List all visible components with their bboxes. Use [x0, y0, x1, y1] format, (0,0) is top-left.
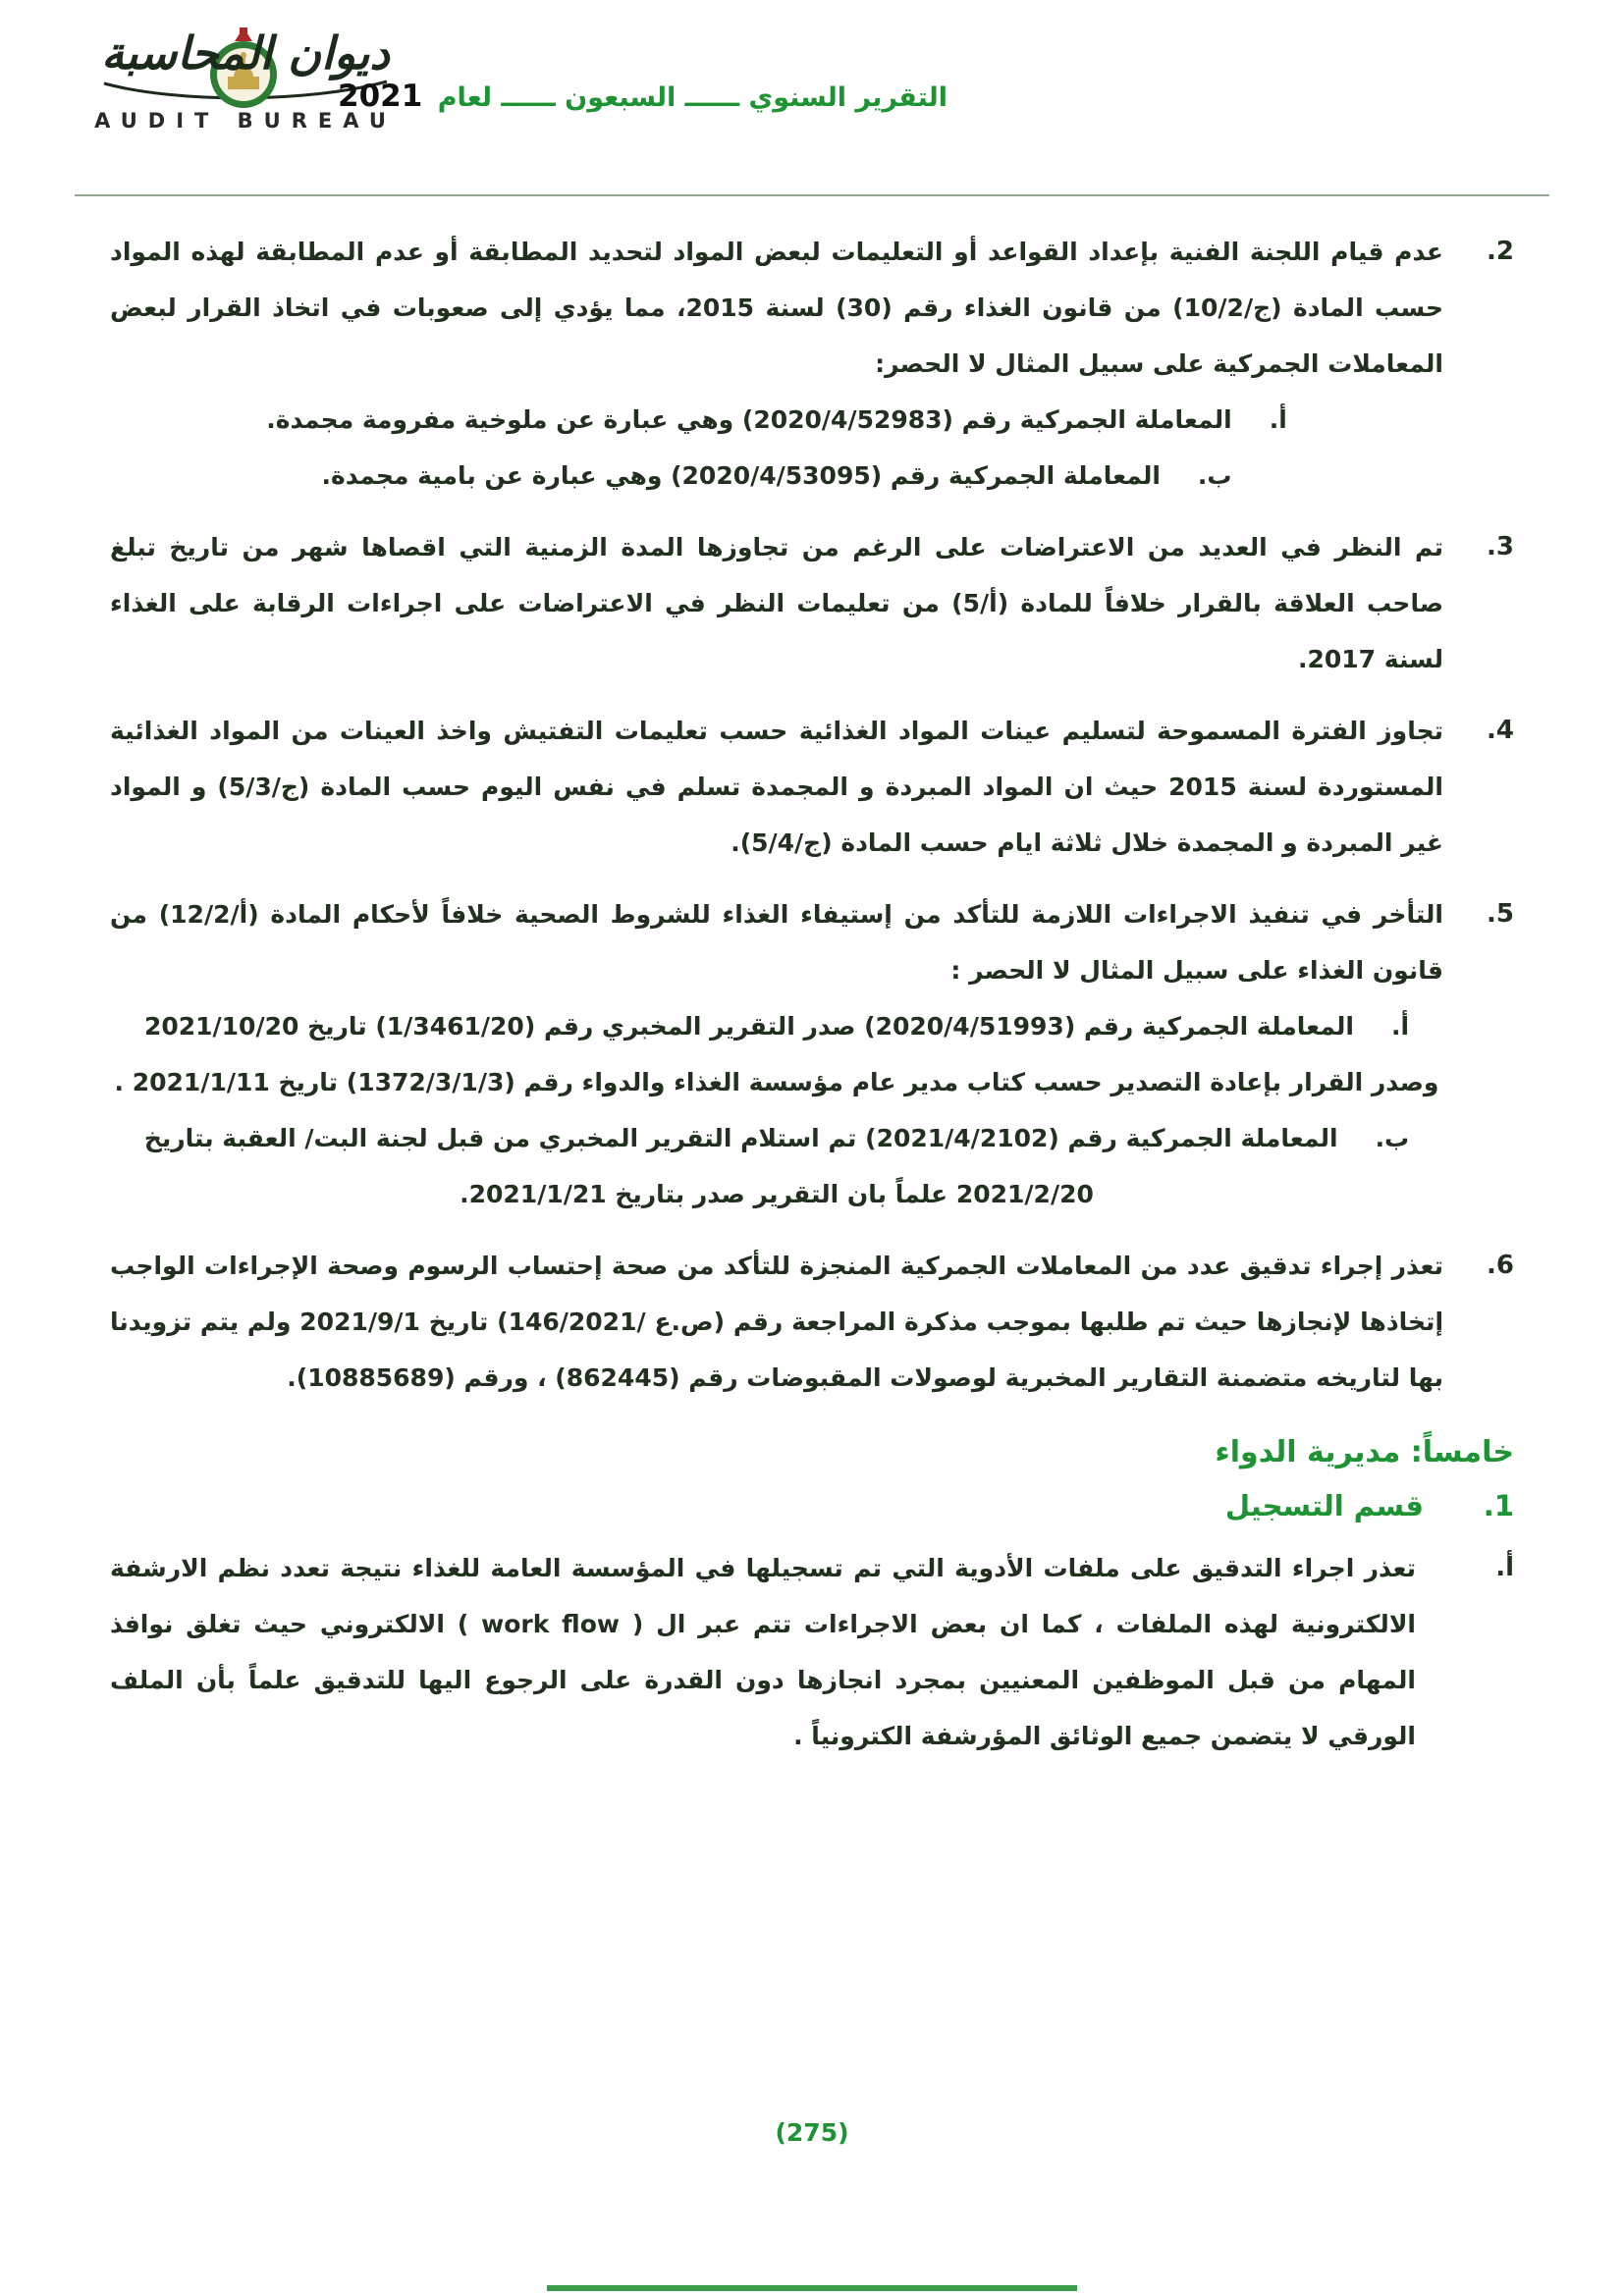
page-footer: [0, 2118, 1624, 2147]
logo-arabic-name: ديوان المحاسبة: [101, 27, 390, 80]
item-text: التأخر في تنفيذ الاجراءات اللازمة للتأكد من إستيفاء الغذاء للشروط الصحية خلافاً لأحكام المادة ⁦(12/أ/2)⁩ من قانون الغذاء على سبيل المثال لا الحصر :: [110, 900, 1443, 985]
numbered-item: [110, 224, 1514, 504]
report-title-text: التقرير السنوي ــــــ السبعون ــــــ لعام: [437, 82, 947, 113]
sub-item: [110, 998, 1443, 1110]
report-year: 2021: [338, 79, 423, 114]
sub-item-letter: أ.: [1269, 405, 1287, 434]
item-number: 4.: [1487, 716, 1514, 745]
item-body: [110, 703, 1443, 871]
item-body: [110, 886, 1443, 1222]
sub-item-letter: ب.: [1375, 1124, 1410, 1152]
logo-latin-name: AUDIT BUREAU: [94, 109, 397, 133]
item-text: عدم قيام اللجنة الفنية بإعداد القواعد أو التعليمات لبعض المواد لتحديد المطابقة أو عدم المطابقة لهذه المواد حسب المادة ⁦(10/ج/2)⁩ من قانون الغذاء رقم (30) لسنة 2015، مما يؤدي إلى صعوبات في اتخاذ القرار لبعض المعاملات الجمركية على سبيل المثال لا الحصر:: [110, 238, 1443, 378]
numbered-item: [110, 886, 1514, 1222]
numbered-item: [110, 703, 1514, 871]
sub-item-letter: أ.: [1390, 1012, 1410, 1041]
item-number: 5.: [1487, 899, 1514, 929]
sub-item: [110, 1110, 1443, 1222]
item-letter: أ.: [1495, 1553, 1514, 1582]
item-body: [110, 1238, 1443, 1406]
lettered-item: [110, 1540, 1514, 1764]
sub-item-letter: ب.: [1197, 461, 1232, 490]
item-text: تعذر إجراء تدقيق عدد من المعاملات الجمركية المنجزة للتأكد من صحة إحتساب الرسوم وصحة الإجراءات الواجب إتخاذها لإنجازها حيث تم طلبها بموجب مذكرة المراجعة رقم (ص.ع /146/2021) تاريخ 2021/9/1 ولم يتم تزويدنا بها لتاريخه متضمنة التقارير المخبرية لوصولات المقبوضات رقم (862445) ، ورقم (10885689).: [110, 1252, 1444, 1392]
numbered-item: [110, 1238, 1514, 1406]
item-number: 6.: [1487, 1251, 1514, 1280]
page-header: [0, 0, 1624, 194]
bottom-decorative-line: [547, 2285, 1077, 2291]
item-text: تعذر اجراء التدقيق على ملفات الأدوية التي تم تسجيلها في المؤسسة العامة للغذاء نتيجة تعدد نظم الارشفة الالكترونية لهذه الملفات ، كما ان بعض الاجراءات تتم عبر ال ( work flow ) الالكتروني حيث تغلق نوافذ المهام من قبل الموظفين المعنيين بمجرد انجازها دون القدرة على الرجوع اليها للتدقيق علماً بأن الملف الورقي لا يتضمن جميع الوثائق المؤرشفة الكترونياً .: [110, 1554, 1416, 1750]
section-heading: خامساً: مديرية الدواء: [1215, 1435, 1514, 1469]
sub-item: [110, 448, 1443, 504]
subsection-number: 1.: [1483, 1489, 1514, 1522]
item-number: 3.: [1487, 532, 1514, 561]
item-text: تم النظر في العديد من الاعتراضات على الرغم من تجاوزها المدة الزمنية التي اقصاها شهر من تاريخ تبلغ صاحب العلاقة بالقرار خلافاً للمادة ⁦(5/أ)⁩ من تعليمات النظر في الاعتراضات على اجراءات الرقابة على الغذاء لسنة 2017.: [110, 533, 1443, 673]
page-number: (275): [775, 2118, 849, 2147]
sub-item-text: المعاملة الجمركية رقم (2020/4/52983) وهي عبارة عن ملوخية مفرومة مجمدة.: [266, 405, 1232, 434]
report-title: [338, 79, 947, 114]
subsection-title: قسم التسجيل: [1224, 1489, 1424, 1522]
sub-item: [110, 392, 1443, 448]
sub-item-text: المعاملة الجمركية رقم (2020/4/51993) صدر التقرير المخبري رقم (1/3461/20) تاريخ 2021/10/20 وصدر القرار بإعادة التصدير حسب كتاب مدير عام مؤسسة الغذاء والدواء رقم (1372/3/1/3) تاريخ 2021/1/11 .: [114, 1012, 1439, 1096]
document-body: [0, 196, 1624, 1764]
sub-item-text: المعاملة الجمركية رقم (2020/4/53095) وهي عبارة عن بامية مجمدة.: [321, 461, 1161, 490]
numbered-item: [110, 519, 1514, 687]
item-body: [110, 519, 1443, 687]
item-text: تجاوز الفترة المسموحة لتسليم عينات المواد الغذائية حسب تعليمات التفتيش واخذ العينات من المواد الغذائية المستوردة لسنة 2015 حيث ان المواد المبردة و المجمدة تسلم في نفس اليوم حسب المادة ⁦(5/ج/3)⁩ و المواد غير المبردة و المجمدة خلال ثلاثة ايام حسب المادة ⁦(5/ج/4)⁩.: [110, 717, 1443, 857]
audit-bureau-logo: [88, 20, 403, 133]
item-number: 2.: [1487, 237, 1514, 266]
subsection-heading: [110, 1489, 1514, 1522]
item-body: [110, 1540, 1416, 1764]
sub-item-text: المعاملة الجمركية رقم (2021/4/2102) تم استلام التقرير المخبري من قبل لجنة البت/ العقبة بتاريخ 2021/2/20 علماً بان التقرير صدر بتاريخ 2021/1/21.: [143, 1124, 1338, 1208]
item-body: [110, 224, 1443, 504]
